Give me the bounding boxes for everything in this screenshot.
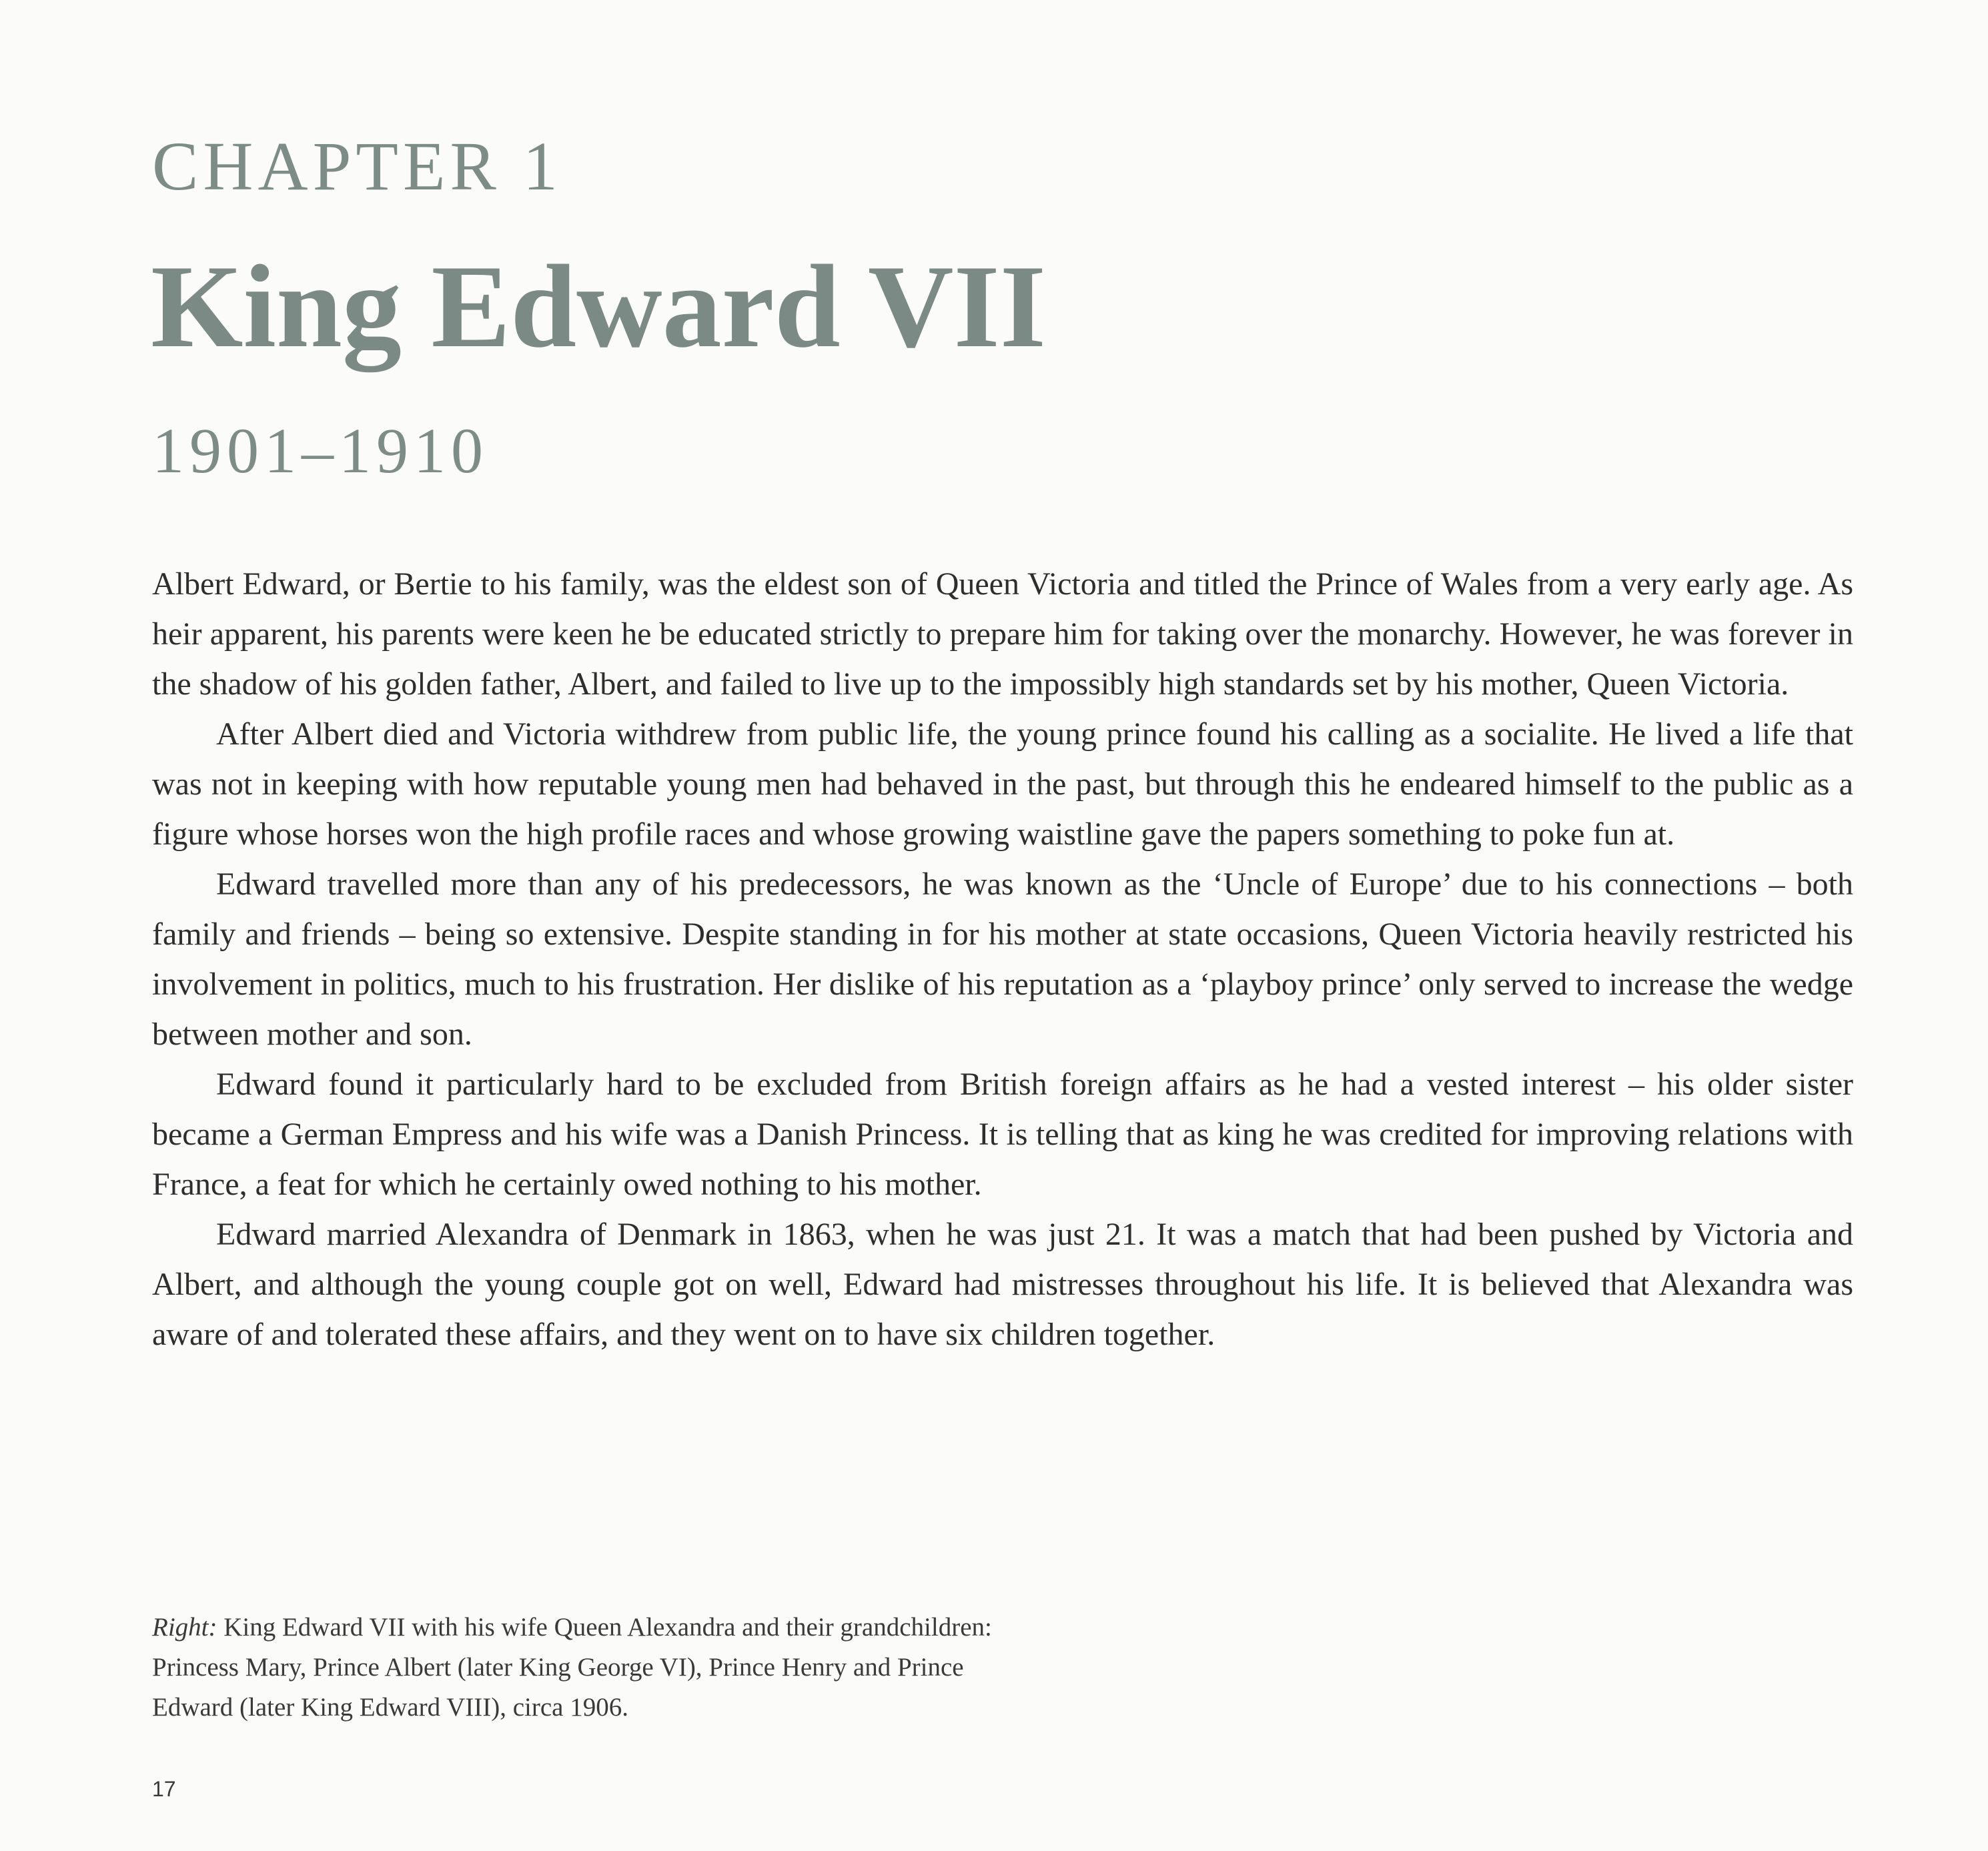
caption-text: King Edward VII with his wife Queen Alexandra and their grandchildren: Princess Mary, Prince Albert (later King George VI), Prince Henry and Prince Edward (later King Edward VIII), circa 1906. — [152, 1613, 992, 1722]
body-paragraph: Edward travelled more than any of his predecessors, he was known as the ‘Uncle of Europe’ due to his connections – both family and friends – being so extensive. Despite standing in for his mother at state occasions, Queen Victoria heavily restricted his involvement in politics, much to his frustration. Her dislike of his reputation as a ‘playboy prince’ only served to increase the wedge between mother and son. — [152, 866, 1853, 1052]
caption-lead: Right: — [152, 1613, 217, 1642]
body-text — [152, 559, 1853, 1359]
chapter-label: CHAPTER 1 — [152, 128, 562, 205]
body-paragraph: Edward found it particularly hard to be excluded from British foreign affairs as he had a vested interest – his older sister became a German Empress and his wife was a Danish Princess. It is telling that as king he was credited for improving relations with France, a feat for which he certainly owed nothing to his mother. — [152, 1067, 1853, 1202]
chapter-years: 1901–1910 — [152, 415, 488, 486]
chapter-title: King Edward VII — [151, 240, 1047, 372]
photo-caption — [152, 1608, 1006, 1728]
body-paragraph: Edward married Alexandra of Denmark in 1863, when he was just 21. It was a match that had been pushed by Victoria and Albert, and although the young couple got on well, Edward had mistresses throughout his life. It is believed that Alexandra was aware of and tolerated these affairs, and they went on to have six children together. — [152, 1217, 1853, 1352]
body-paragraph: After Albert died and Victoria withdrew from public life, the young prince found his calling as a socialite. He lived a life that was not in keeping with how reputable young men had behaved in the past, but through this he endeared himself to the public as a figure whose horses won the high profile races and whose growing waistline gave the papers something to poke fun at. — [152, 716, 1853, 852]
page-number: 17 — [152, 1777, 176, 1801]
body-paragraph: Albert Edward, or Bertie to his family, was the eldest son of Queen Victoria and titled the Prince of Wales from a very early age. As heir apparent, his parents were keen he be educated strictly to prepare him for taking over the monarchy. However, he was forever in the shadow of his golden father, Albert, and failed to live up to the impossibly high standards set by his mother, Queen Victoria. — [152, 566, 1853, 702]
